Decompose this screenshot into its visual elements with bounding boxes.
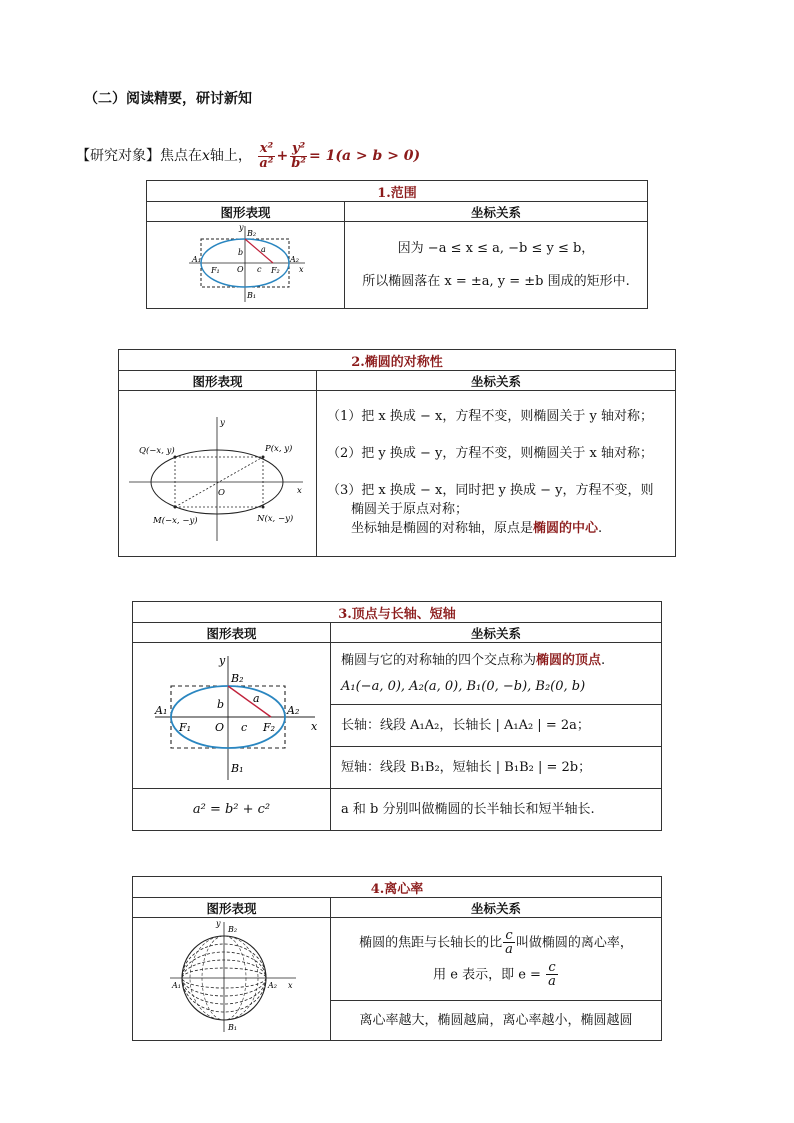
symmetry-item4: 坐标轴是椭圆的对称轴，原点是椭圆的中心. bbox=[351, 520, 603, 536]
svg-text:F₂: F₂ bbox=[262, 720, 275, 734]
coord-symmetry bbox=[317, 391, 676, 557]
research-object: 【研究对象】焦点在x轴上， $\frac{\text{x²}}{\text{a²}}$ + $\frac{\text{y²}}{\text{b²}}$ = 1(a > b > 0) bbox=[76, 141, 421, 171]
ratio-c-over-a: $\frac{c}{a}$ bbox=[505, 927, 513, 958]
header-coord: 坐标关系 bbox=[345, 202, 648, 222]
svg-text:x: x bbox=[296, 485, 302, 496]
svg-text:B₁: B₁ bbox=[230, 761, 243, 775]
svg-text:y: y bbox=[215, 919, 221, 928]
svg-text:B₂: B₂ bbox=[246, 229, 256, 238]
title-vertices: 3.顶点与长轴、短轴 bbox=[133, 602, 662, 623]
svg-text:B₂: B₂ bbox=[230, 671, 243, 685]
abc-relation-text: a 和 b 分别叫做椭圆的长半轴长和短半轴长. bbox=[331, 789, 662, 831]
vertices-def: 椭圆与它的对称轴的四个交点称为椭圆的顶点. bbox=[341, 653, 606, 668]
title-symmetry: 2.椭圆的对称性 bbox=[119, 350, 676, 371]
svg-text:B₁: B₁ bbox=[246, 291, 256, 300]
eq-frac-x: $\frac{\text{x²}}{\text{a²}}$ bbox=[259, 141, 274, 171]
header-coord: 坐标关系 bbox=[331, 623, 662, 643]
coord-eccentricity bbox=[331, 918, 662, 1001]
ellipse-vertices-figure bbox=[137, 644, 327, 784]
objective-suffix: 轴上， bbox=[209, 148, 252, 165]
svg-text:y: y bbox=[218, 653, 225, 667]
svg-text:O: O bbox=[214, 720, 224, 734]
svg-text:c: c bbox=[256, 265, 261, 274]
vertices-coords: A₁(−a, 0), A₂(a, 0), B₁(0, −b), B₂(0, b) bbox=[341, 678, 586, 694]
symmetry-item1: （1）把 x 换成 − x，方程不变，则椭圆关于 y 轴对称； bbox=[327, 409, 653, 425]
svg-text:y: y bbox=[238, 223, 244, 232]
svg-text:P(x, y): P(x, y) bbox=[264, 443, 292, 454]
svg-text:A₁: A₁ bbox=[154, 703, 167, 717]
e-equals-c-over-a: $\frac{c}{a}$ bbox=[548, 959, 556, 990]
range-line2: 所以椭圆落在 x = ±a, y = ±b 围成的矩形中. bbox=[362, 274, 630, 289]
svg-text:F₁: F₁ bbox=[178, 720, 191, 734]
figure-eccentricity bbox=[133, 918, 331, 1041]
svg-text:c: c bbox=[240, 720, 247, 734]
section-heading: （二）阅读精要，研讨新知 bbox=[84, 91, 252, 107]
ellipse-symmetry-figure bbox=[123, 397, 313, 547]
title-range: 1.范围 bbox=[147, 181, 648, 202]
svg-text:B₂: B₂ bbox=[227, 925, 237, 934]
coord-range bbox=[345, 222, 648, 309]
svg-text:A₁: A₁ bbox=[191, 255, 201, 264]
svg-text:F₂: F₂ bbox=[270, 266, 280, 275]
title-eccentricity: 4.离心率 bbox=[133, 877, 662, 898]
figure-vertices bbox=[133, 643, 331, 789]
symmetry-item3: （3）把 x 换成 − x，同时把 y 换成 − y，方程不变，则 bbox=[327, 483, 654, 499]
svg-text:A₂: A₂ bbox=[267, 981, 277, 990]
figure-range bbox=[147, 222, 345, 309]
minor-axis: 短轴：线段 B₁B₂，短轴长 | B₁B₂ | = 2b； bbox=[331, 747, 662, 789]
svg-text:B₁: B₁ bbox=[227, 1023, 237, 1032]
major-axis: 长轴：线段 A₁A₂，长轴长 | A₁A₂ | = 2a； bbox=[331, 705, 662, 747]
abc-relation: a² = b² + c² bbox=[133, 789, 331, 831]
svg-text:x: x bbox=[310, 719, 317, 733]
objective-label: 【研究对象】焦点在 bbox=[76, 148, 202, 165]
svg-text:O: O bbox=[236, 265, 244, 274]
eq-rest: = 1(a > b > 0) bbox=[309, 148, 421, 165]
table-eccentricity bbox=[132, 876, 662, 1041]
header-figure: 图形表现 bbox=[133, 623, 331, 643]
table-vertices bbox=[132, 601, 662, 831]
eccentricity-figure bbox=[162, 918, 302, 1036]
svg-text:x: x bbox=[287, 981, 293, 990]
header-coord: 坐标关系 bbox=[331, 898, 662, 918]
range-line1: 因为 −a ≤ x ≤ a, −b ≤ y ≤ b， bbox=[397, 240, 595, 256]
svg-text:a: a bbox=[252, 691, 260, 705]
header-figure: 图形表现 bbox=[147, 202, 345, 222]
svg-text:A₁: A₁ bbox=[171, 981, 181, 990]
header-coord: 坐标关系 bbox=[317, 371, 676, 391]
svg-text:b: b bbox=[216, 697, 224, 711]
svg-text:N(x, −y): N(x, −y) bbox=[256, 513, 293, 524]
svg-text:b: b bbox=[237, 248, 243, 257]
eccentricity-def: 椭圆的焦距与长轴长的比 $\frac{c}{a}$ 叫做椭圆的离心率， bbox=[359, 927, 633, 958]
svg-text:a: a bbox=[260, 245, 266, 254]
svg-text:Q(−x, y): Q(−x, y) bbox=[138, 445, 175, 456]
svg-text:y: y bbox=[219, 417, 225, 428]
objective-x: x bbox=[202, 148, 210, 165]
symmetry-item3b: 椭圆关于原点对称； bbox=[351, 501, 469, 517]
eccentricity-desc: 离心率越大，椭圆越扁，离心率越小，椭圆越圆 bbox=[331, 1000, 662, 1040]
table-range bbox=[146, 180, 648, 309]
svg-text:A₂: A₂ bbox=[289, 255, 299, 264]
svg-text:A₂: A₂ bbox=[286, 703, 299, 717]
svg-text:F₁: F₁ bbox=[210, 266, 220, 275]
eq-frac-y: $\frac{\text{y²}}{\text{b²}}$ bbox=[291, 141, 307, 171]
coord-vertices bbox=[331, 643, 662, 705]
table-symmetry bbox=[118, 349, 676, 557]
svg-text:x: x bbox=[298, 265, 304, 274]
svg-text:O: O bbox=[217, 487, 225, 498]
vertex-highlight: 椭圆的顶点 bbox=[536, 653, 602, 668]
center-highlight: 椭圆的中心 bbox=[533, 520, 599, 536]
svg-text:M(−x, −y): M(−x, −y) bbox=[152, 515, 198, 526]
header-figure: 图形表现 bbox=[119, 371, 317, 391]
ellipse-range-figure bbox=[181, 222, 311, 304]
eccentricity-e: 用 e 表示，即 e = $\frac{c}{a}$ bbox=[433, 959, 556, 990]
header-figure: 图形表现 bbox=[133, 898, 331, 918]
symmetry-item2: （2）把 y 换成 − y，方程不变，则椭圆关于 x 轴对称； bbox=[327, 446, 653, 462]
figure-symmetry bbox=[119, 391, 317, 557]
